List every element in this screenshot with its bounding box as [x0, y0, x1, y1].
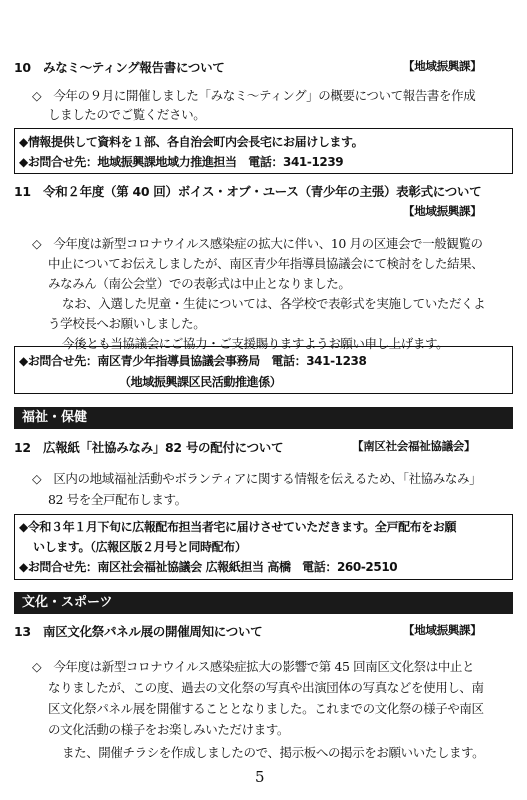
section-banner-welfare: 福祉・保健 — [14, 407, 513, 429]
item-12-box-line-3: ◆お問合せ先：南区社会福祉協議会 広報紙担当 高橋 電話：260-2510 — [19, 560, 398, 574]
item-11-body-line-5: う学校長へお願いしました。 — [48, 316, 206, 331]
item-10-title: 10 みなミ～ティング報告書について — [14, 60, 225, 75]
item-11-body-line-3: みなみん（南公会堂）での表彰式は中止となりました。 — [48, 276, 351, 291]
item-12-body-line-1: ◇ 区内の地域福祉活動やボランティアに関する情報を伝えるため、「社協みなみ」 — [32, 471, 482, 486]
item-11-title: 11 令和２年度（第 40 回）ボイス・オブ・ユース（青少年の主張）表彰式について — [14, 184, 482, 199]
item-13-body-line-1: ◇ 今年度は新型コロナウイルス感染症拡大の影響で第 45 回南区文化祭は中止と — [32, 659, 475, 674]
section-banner-culture: 文化・スポーツ — [14, 592, 513, 614]
item-12-box-line-1: ◆令和３年１月下旬に広報配布担当者宅に届けさせていただきます。全戸配布をお願 — [19, 520, 457, 534]
item-11-body-line-4: なお、入選した児童・生徒については、各学校で表彰式を実施していただくよ — [62, 296, 486, 311]
item-12-body-line-2: 82 号を全戸配布します。 — [48, 492, 187, 507]
item-13-body-line-5: また、開催チラシを作成しましたので、掲示板への掲示をお願いいたします。 — [62, 745, 485, 760]
item-12-box-line-2: いします。（広報区版２月号と同時配布） — [33, 540, 247, 554]
item-13-dept: 【地域振興課】 — [403, 623, 482, 637]
item-10-info-box — [14, 128, 513, 174]
item-12-title: 12 広報紙「社協みなみ」82 号の配付について — [14, 440, 284, 455]
item-11-body-line-2: 中止についてお伝えしましたが、南区青少年指導員協議会にて検討をした結果、 — [48, 256, 484, 271]
item-10-box-line-1: ◆情報提供して資料を１部、各自治会町内会長宅にお届けします。 — [19, 135, 364, 149]
item-11-dept: 【地域振興課】 — [403, 204, 482, 218]
item-13-body-line-2: なりましたが、この度、過去の文化祭の写真や出演団体の写真などを使用し、南 — [48, 680, 484, 695]
item-13-body-line-3: 区文化祭パネル展を開催することとなりました。これまでの文化祭の様子や南区 — [48, 701, 484, 716]
item-11-body-line-1: ◇ 今年度は新型コロナウイルス感染症の拡大に伴い、10 月の区連会で一般観覧の — [32, 236, 483, 251]
item-10-body-line-2: しましたのでご覧ください。 — [48, 107, 206, 122]
item-11-box-line-1: ◆お問合せ先：南区青少年指導員協議会事務局 電話：341-1238 — [19, 354, 367, 368]
item-11-box-line-2: （地域振興課区民活動推進係） — [119, 375, 282, 389]
item-11-body-line-6: 今後とも当協議会にご協力・ご支援賜りますようお願い申し上げます。 — [62, 336, 449, 351]
item-13-body-line-4: の文化活動の様子をお楽しみいただけます。 — [48, 722, 290, 737]
item-13-title: 13 南区文化祭パネル展の開催周知について — [14, 624, 263, 639]
item-10-body-line-1: ◇ 今年の９月に開催しました「みなミ～ティング」の概要について報告書を作成 — [32, 88, 476, 103]
item-12-info-box — [14, 514, 513, 580]
item-10-box-line-2: ◆お問合せ先：地域振興課地域力推進担当 電話：341-1239 — [19, 155, 344, 169]
item-10-dept: 【地域振興課】 — [403, 59, 482, 73]
page-number: 5 — [255, 768, 265, 786]
item-11-info-box — [14, 346, 513, 394]
item-12-dept: 【南区社会福祉協議会】 — [352, 439, 476, 453]
